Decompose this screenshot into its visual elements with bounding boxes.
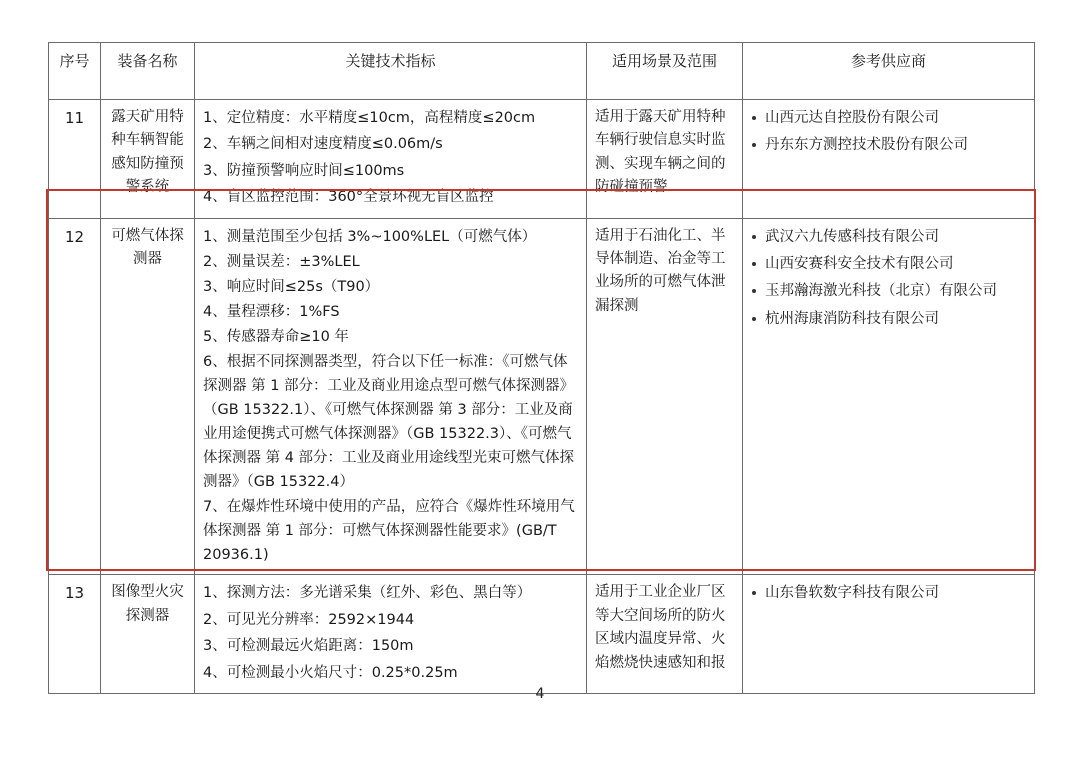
row-equipment-name: 图像型火灾探测器: [101, 575, 195, 694]
row-index: 12: [49, 218, 101, 575]
spec-item: 5、传感器寿命≥10 年: [203, 328, 349, 345]
page-number: 4: [535, 686, 545, 702]
row-scope: 适用于石油化工、半导体制造、冶金等工业场所的可燃气体泄漏探测: [587, 218, 743, 575]
supplier-item: 山西元达自控股份有限公司: [751, 106, 1026, 131]
spec-item: 1、探测方法：多光谱采集（红外、彩色、黑白等）: [203, 585, 532, 602]
spec-item: 4、盲区监控范围：360°全景环视无盲区监控: [203, 189, 494, 206]
supplier-item: 山东鲁软数字科技有限公司: [751, 581, 1026, 606]
spec-item: 2、测量误差：±3%LEL: [203, 253, 360, 270]
column-header-suppliers: 参考供应商: [743, 43, 1035, 100]
spec-item: 2、车辆之间相对速度精度≤0.06m/s: [203, 136, 443, 153]
row-index: 13: [49, 575, 101, 694]
row-suppliers: [743, 575, 1035, 694]
row-equipment-name: 露天矿用特种车辆智能感知防撞预警系统: [101, 100, 195, 219]
row-specs: [195, 575, 587, 694]
column-header-name: 装备名称: [101, 43, 195, 100]
supplier-item: 杭州海康消防科技有限公司: [751, 307, 1026, 332]
spec-item: 1、定位精度：水平精度≤10cm，高程精度≤20cm: [203, 110, 536, 126]
row-equipment-name: 可燃气体探测器: [101, 218, 195, 575]
row-suppliers: [743, 100, 1035, 219]
spec-item: 3、可检测最远火焰距离：150m: [203, 638, 414, 655]
table-body: [49, 100, 1035, 694]
row-suppliers: [743, 218, 1035, 575]
row-specs: [195, 218, 587, 575]
spec-item: 6、根据不同探测器类型，符合以下任一标准：《可燃气体探测器 第 1 部分：工业及商业用途点型可燃气体探测器》（GB 15322.1）、《可燃气体探测器 第 3 部分：工业及商业用途便携式可燃气体探测器》（GB 15322.3）、《可燃气体探测器 第 4 部分：工业及商业用途线型光束可燃气体探测器》（GB 15322.4）: [203, 353, 575, 491]
row-scope: 适用于露天矿用特种车辆行驶信息实时监测、实现车辆之间的防碰撞预警: [587, 100, 743, 219]
row-index: 11: [49, 100, 101, 219]
supplier-item: 山西安赛科安全技术有限公司: [751, 252, 1026, 277]
table-header-row: [49, 43, 1035, 100]
column-header-index: 序号: [49, 43, 101, 100]
table-row-highlighted: [49, 218, 1035, 575]
spec-item: 7、在爆炸性环境中使用的产品，应符合《爆炸性环境用气体探测器 第 1 部分：可燃气体探测器性能要求》(GB/T 20936.1): [203, 499, 575, 564]
row-specs: [195, 100, 587, 219]
spec-item: 2、可见光分辨率：2592×1944: [203, 611, 415, 628]
table-header: [49, 43, 1035, 100]
supplier-item: 武汉六九传感科技有限公司: [751, 225, 1026, 250]
spec-item: 1、测量范围至少包括 3%~100%LEL（可燃气体）: [203, 228, 537, 245]
equipment-table: [48, 42, 1035, 694]
row-scope: 适用于工业企业厂区等大空间场所的防火区域内温度异常、火焰燃烧快速感知和报: [587, 575, 743, 694]
spec-item: 3、防撞预警响应时间≤100ms: [203, 162, 405, 179]
spec-item: 4、量程漂移：1%FS: [203, 303, 340, 320]
table-row: [49, 575, 1035, 694]
spec-item: 3、响应时间≤25s（T90）: [203, 278, 380, 295]
table-row: [49, 100, 1035, 219]
column-header-scope: 适用场景及范围: [587, 43, 743, 100]
supplier-item: 丹东东方测控技术股份有限公司: [751, 133, 1026, 158]
column-header-specs: 关键技术指标: [195, 43, 587, 100]
supplier-item: 玉邦瀚海激光科技（北京）有限公司: [751, 279, 1026, 304]
spec-item: 4、可检测最小火焰尺寸：0.25*0.25m: [203, 664, 458, 681]
